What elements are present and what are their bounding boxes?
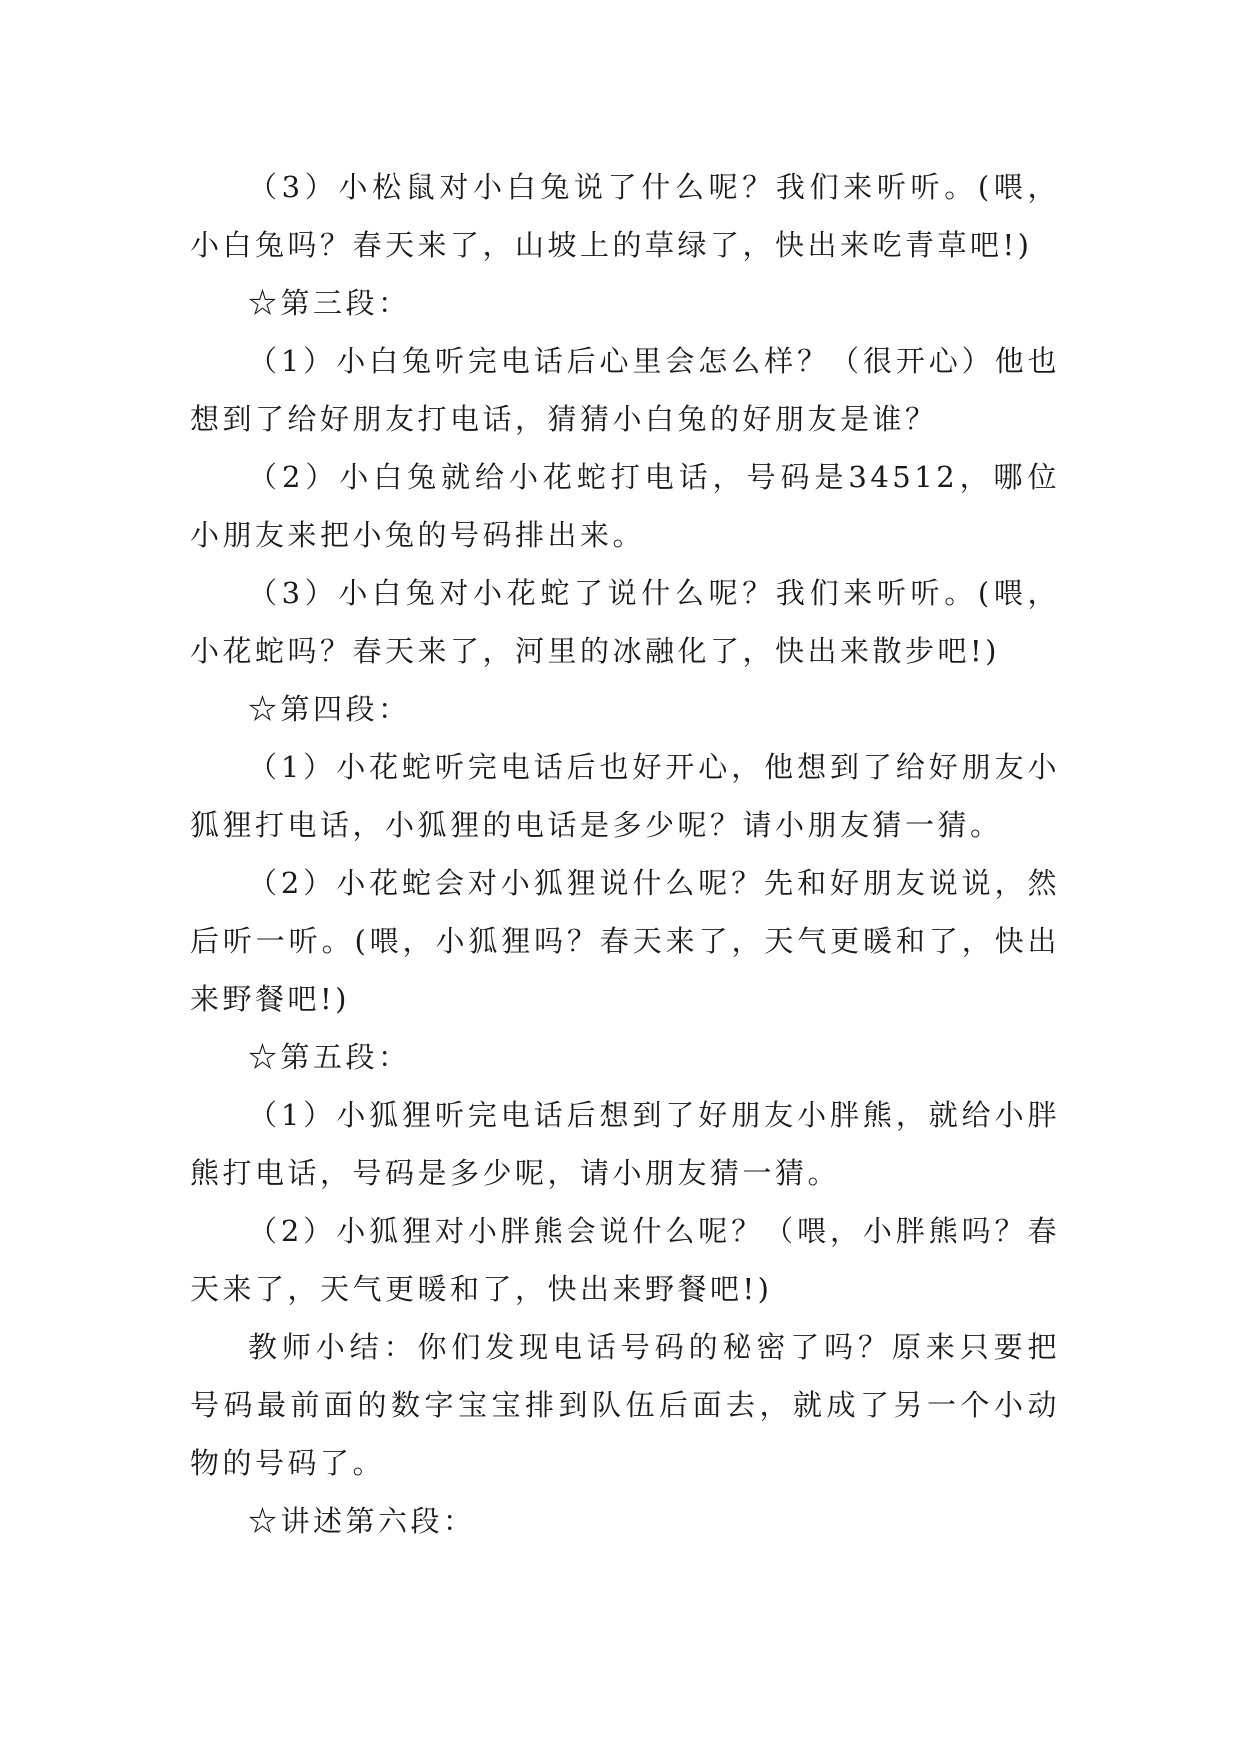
paragraph-snake-call-content: （2）小花蛇会对小狐狸说什么呢？先和好朋友说说，然后听一听。(喂，小狐狸吗？春天来了，天气更暖和了，快出来野餐吧!) [190,866,1060,1016]
section-heading-6: ☆讲述第六段： [248,1504,476,1538]
paragraph-teacher-summary: 教师小结：你们发现电话号码的秘密了吗？原来只要把号码最前面的数字宝宝排到队伍后面去，就成了另一个小动物的号码了。 [190,1330,1060,1480]
paragraph-rabbit-call-content: （3）小白兔对小花蛇了说什么呢？我们来听听。(喂，小花蛇吗？春天来了，河里的冰融化了，快出来散步吧!) [190,576,1060,668]
paragraph-rabbit-calls-snake: （2）小白兔就给小花蛇打电话，号码是34512，哪位小朋友来把小兔的号码排出来。 [190,460,1060,552]
paragraph-fox-calls-bear: （1）小狐狸听完电话后想到了好朋友小胖熊，就给小胖熊打电话，号码是多少呢，请小朋友猜一猜。 [190,1098,1060,1190]
section-heading-4: ☆第四段： [248,692,411,726]
section-heading-3: ☆第三段： [248,286,411,320]
paragraph-rabbit-feeling: （1）小白兔听完电话后心里会怎么样？（很开心）他也想到了给好朋友打电话，猜猜小白兔的好朋友是谁？ [190,344,1060,436]
paragraph-squirrel-call-content: （3）小松鼠对小白兔说了什么呢？我们来听听。(喂，小白兔吗？春天来了，山坡上的草绿了，快出来吃青草吧!) [190,170,1060,262]
paragraph-fox-call-content: （2）小狐狸对小胖熊会说什么呢？（喂，小胖熊吗？春天来了，天气更暖和了，快出来野餐吧!) [190,1214,1060,1306]
paragraph-snake-calls-fox: （1）小花蛇听完电话后也好开心，他想到了给好朋友小狐狸打电话，小狐狸的电话是多少呢？请小朋友猜一猜。 [190,750,1060,842]
document-body [190,158,1060,1550]
section-heading-5: ☆第五段： [248,1040,411,1074]
